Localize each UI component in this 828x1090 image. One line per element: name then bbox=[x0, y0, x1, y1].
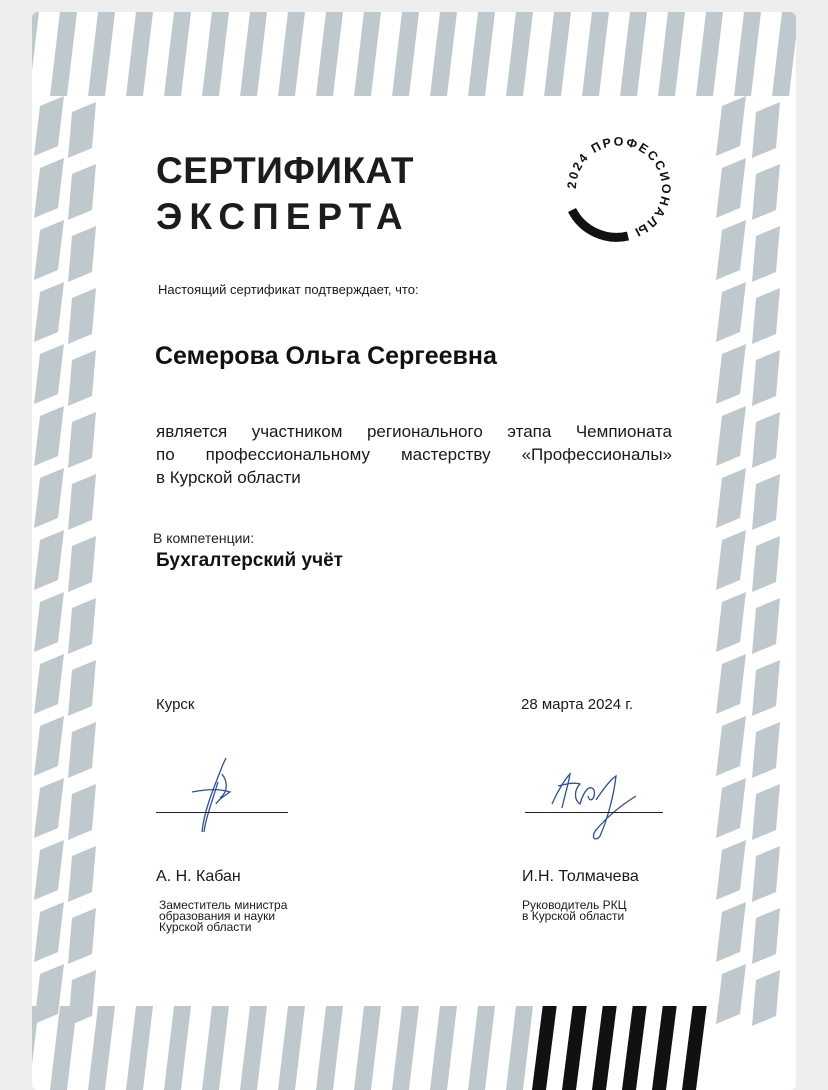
frame-stripe bbox=[354, 12, 381, 96]
frame-stripe bbox=[752, 722, 780, 778]
signer-right-position: Руководитель РКЦ в Курской области bbox=[522, 898, 627, 923]
frame-stripe bbox=[88, 1006, 115, 1090]
frame-stripe bbox=[468, 12, 495, 96]
frame-stripe bbox=[716, 592, 746, 652]
frame-stripe bbox=[68, 412, 96, 468]
frame-stripe bbox=[392, 1006, 419, 1090]
description bbox=[156, 420, 672, 489]
frame-stripe bbox=[88, 12, 115, 96]
frame-stripe bbox=[34, 654, 64, 714]
certificate-title: СЕРТИФИКАТ bbox=[156, 150, 415, 191]
frame-stripe bbox=[202, 12, 229, 96]
frame-stripe bbox=[430, 12, 457, 96]
frame-stripe bbox=[696, 12, 723, 96]
frame-stripe bbox=[126, 1006, 153, 1090]
signature-left bbox=[172, 752, 252, 842]
frame-stripe bbox=[34, 220, 64, 280]
frame-stripe bbox=[50, 12, 77, 96]
frame-stripe bbox=[68, 846, 96, 902]
frame-stripe bbox=[34, 716, 64, 776]
frame-stripe bbox=[716, 530, 746, 590]
frame-stripe bbox=[34, 778, 64, 838]
description-line-3: в Курской области bbox=[156, 468, 301, 487]
frame-stripe bbox=[716, 964, 746, 1024]
frame-stripe bbox=[752, 226, 780, 282]
frame-stripe bbox=[68, 474, 96, 530]
frame-stripe bbox=[716, 468, 746, 528]
frame-stripe bbox=[752, 846, 780, 902]
description-line-1: является участником регионального этапа Чемпионата bbox=[156, 422, 672, 441]
frame-stripe bbox=[582, 12, 609, 96]
frame-stripe bbox=[716, 654, 746, 714]
frame-stripe bbox=[278, 12, 305, 96]
frame-stripe bbox=[716, 344, 746, 404]
frame-stripe bbox=[752, 536, 780, 592]
frame-stripe bbox=[68, 288, 96, 344]
frame-stripe bbox=[34, 530, 64, 590]
frame-stripe bbox=[164, 12, 191, 96]
frame-stripe bbox=[240, 1006, 267, 1090]
frame-stripe bbox=[716, 902, 746, 962]
frame-stripe bbox=[468, 1006, 495, 1090]
frame-stripe bbox=[68, 164, 96, 220]
frame-stripe bbox=[716, 158, 746, 218]
frame-stripe bbox=[716, 406, 746, 466]
frame-stripe bbox=[68, 102, 96, 158]
frame-stripe bbox=[34, 902, 64, 962]
recipient-name: Семерова Ольга Сергеевна bbox=[155, 342, 497, 370]
frame-stripe bbox=[716, 96, 746, 156]
frame-stripe bbox=[68, 226, 96, 282]
frame-stripe bbox=[316, 12, 343, 96]
certificate-subtitle: ЭКСПЕРТА bbox=[156, 196, 410, 237]
frame-stripe bbox=[544, 12, 571, 96]
frame-stripe bbox=[34, 344, 64, 404]
frame-stripe bbox=[68, 660, 96, 716]
frame-stripe bbox=[752, 412, 780, 468]
certificate-page bbox=[32, 12, 796, 1090]
frame-stripe bbox=[164, 1006, 191, 1090]
frame-stripe bbox=[752, 164, 780, 220]
frame-stripe bbox=[430, 1006, 457, 1090]
frame-stripe bbox=[32, 12, 39, 96]
frame-stripe bbox=[506, 1006, 533, 1090]
frame-stripe bbox=[68, 784, 96, 840]
competence-label: В компетенции: bbox=[153, 530, 255, 546]
frame-stripe bbox=[240, 12, 267, 96]
frame-stripe bbox=[716, 840, 746, 900]
frame-stripe bbox=[34, 96, 64, 156]
frame-stripe bbox=[658, 12, 685, 96]
signer-left-name: А. Н. Кабан bbox=[156, 868, 241, 885]
signature-line-left bbox=[156, 812, 288, 813]
signature-line-right bbox=[525, 812, 663, 813]
frame-stripe bbox=[752, 970, 780, 1026]
signer-right-name: И.Н. Толмачева bbox=[522, 868, 639, 885]
frame-stripe bbox=[68, 722, 96, 778]
frame-stripe bbox=[34, 592, 64, 652]
frame-stripe bbox=[752, 598, 780, 654]
signer-left-position: Заместитель министра образования и науки Курской области bbox=[159, 898, 288, 934]
frame-stripe bbox=[752, 350, 780, 406]
frame-stripe bbox=[34, 468, 64, 528]
frame-stripe bbox=[34, 158, 64, 218]
frame-stripe bbox=[278, 1006, 305, 1090]
professionaly-logo bbox=[554, 124, 684, 254]
frame-stripe bbox=[68, 598, 96, 654]
frame-stripe bbox=[68, 350, 96, 406]
frame-stripe bbox=[772, 12, 796, 96]
frame-stripe bbox=[752, 102, 780, 158]
frame-stripe bbox=[752, 474, 780, 530]
frame-stripe bbox=[506, 12, 533, 96]
description-line-2: по профессиональному мастерству «Профессионалы» bbox=[156, 445, 672, 464]
frame-stripe bbox=[126, 12, 153, 96]
frame-stripe bbox=[752, 784, 780, 840]
frame-stripe bbox=[202, 1006, 229, 1090]
frame-stripe bbox=[34, 282, 64, 342]
issue-date: 28 марта 2024 г. bbox=[521, 696, 634, 713]
frame-stripe bbox=[316, 1006, 343, 1090]
frame-stripe bbox=[68, 908, 96, 964]
signature-right bbox=[544, 760, 644, 844]
frame-stripe bbox=[354, 1006, 381, 1090]
frame-stripe bbox=[752, 660, 780, 716]
logo-text: 2024 ПРОФЕССИОНАЛЫ bbox=[564, 134, 674, 240]
frame-stripe bbox=[752, 288, 780, 344]
frame-stripe bbox=[68, 970, 96, 1026]
frame-stripe bbox=[34, 840, 64, 900]
frame-stripe bbox=[392, 12, 419, 96]
frame-stripe bbox=[68, 536, 96, 592]
frame-stripe bbox=[734, 12, 761, 96]
frame-stripe bbox=[752, 908, 780, 964]
intro-text: Настоящий сертификат подтверждает, что: bbox=[158, 282, 419, 297]
frame-stripe bbox=[620, 12, 647, 96]
frame-stripe bbox=[716, 778, 746, 838]
frame-stripe bbox=[716, 220, 746, 280]
city: Курск bbox=[156, 696, 195, 713]
frame-stripe bbox=[716, 716, 746, 776]
frame-stripe bbox=[34, 406, 64, 466]
competence-value: Бухгалтерский учёт bbox=[156, 550, 343, 571]
frame-stripe bbox=[716, 282, 746, 342]
